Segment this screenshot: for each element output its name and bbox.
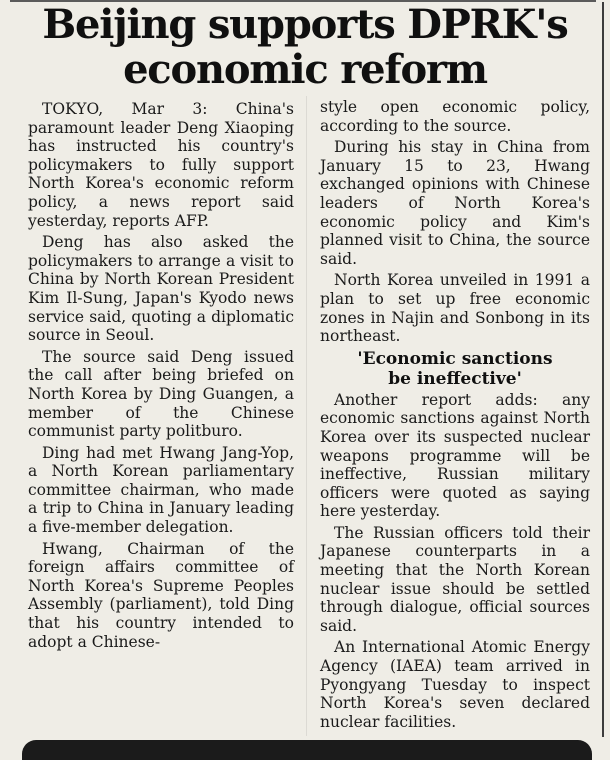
headline-line-2: economic reform [123,46,487,93]
paragraph: Hwang, Chairman of the foreign affairs committee of North Korea's Supreme Peoples Assembly (parliament), told Ding that his country intended to adopt a Chinese- [28,539,294,651]
right-border-rule [602,2,604,737]
paragraph: Deng has also asked the policymakers to arrange a visit to China by North Korean President Kim Il-Sung, Japan's Kyodo news service said, quoting a diplomatic source in Seoul. [28,233,294,345]
paragraph: Another report adds: any economic sanctions against North Korea over its suspected nuclear weapons programme will be ineffective, Russian military officers were quoted as saying here yesterday. [320,390,590,521]
paragraph: The Russian officers told their Japanese counterparts in a meeting that the North Korean nuclear issue should be settled through dialogue, official sources said. [320,523,590,635]
right-column [320,98,590,734]
column-gutter [306,96,307,736]
next-article-banner-edge [22,740,592,760]
headline-line-1: Beijing supports DPRK's [42,1,568,48]
paragraph: style open economic policy, according to the source. [320,98,590,135]
subhead-line-1: 'Economic sanctions [357,348,553,369]
section-subhead [320,349,590,389]
paragraph: North Korea unveiled in 1991 a plan to set up free economic zones in Najin and Sonbong in its northeast. [320,271,590,346]
article-headline [0,0,610,92]
paragraph: The source said Deng issued the call after being briefed on North Korea by Ding Guangen, a member of the Chinese communist party politburo. [28,347,294,441]
left-column [28,100,294,654]
paragraph: During his stay in China from January 15 to 23, Hwang exchanged opinions with Chinese leaders of North Korea's economic policy and Kim's planned visit to China, the source said. [320,138,590,268]
paragraph: Ding had met Hwang Jang-Yop, a North Korean parliamentary committee chairman, who made a trip to China in January leading a five-member delegation. [28,443,294,537]
subhead-line-2: be ineffective' [388,368,522,389]
paragraph: TOKYO, Mar 3: China's paramount leader Deng Xiaoping has instructed his country's policymakers to fully support North Korea's economic reform policy, a news report said yesterday, reports AFP. [28,100,294,230]
paragraph: An International Atomic Energy Agency (IAEA) team arrived in Pyongyang Tuesday to inspect North Korea's seven declared nuclear facilities. [320,638,590,731]
